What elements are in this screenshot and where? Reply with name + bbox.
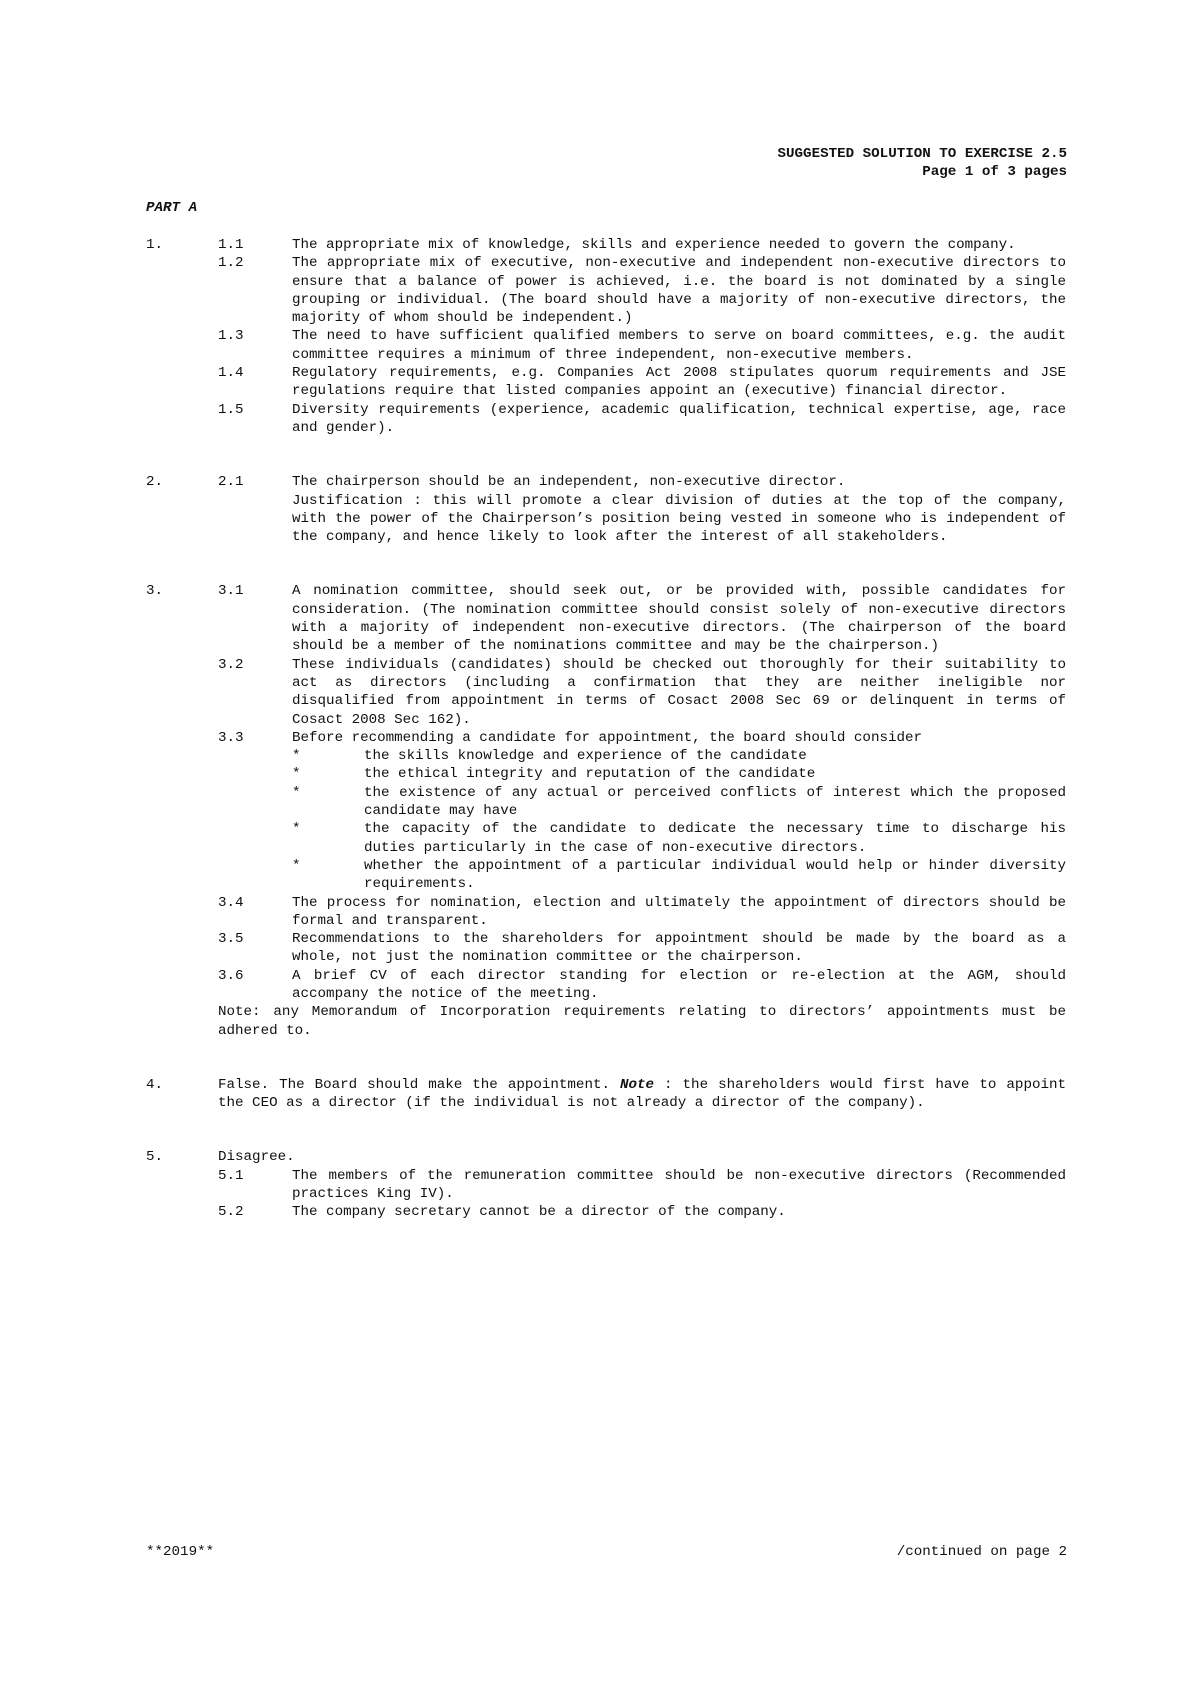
answer-item	[218, 656, 1066, 729]
bullet-text: whether the appointment of a particular individual would help or hinder diversity requirements.	[364, 857, 1066, 893]
item-text: A nomination committee, should seek out, or be provided with, possible candidates for consideration. (The nomination committee should consist solely of non-executive directors with a majority of independent non-executive directors. (The chairperson of the board should be a member of the nominations committee and may be the chairperson.)	[292, 583, 1066, 655]
item-number: 1.5	[218, 401, 244, 418]
bullet-star: *	[292, 857, 301, 874]
bullet-star: *	[292, 748, 301, 765]
item-text: The appropriate mix of executive, non-executive and independent non-executive directors to ensure that a balance of power is achieved, i.e. the board is not dominated by a single grouping or individual. (The board should have a majority of non-executive directors, the majority of whom should be independent.)	[292, 255, 1066, 327]
note-text: Note: any Memorandum of Incorporation requirements relating to directors’ appointments must be adhered to.	[218, 1004, 1066, 1039]
question-3	[146, 582, 1066, 1039]
question-5	[146, 1148, 1066, 1221]
answer-item	[218, 401, 1066, 438]
part-heading: PART A	[146, 200, 198, 216]
item-number: 5.1	[218, 1167, 244, 1184]
item-text: A brief CV of each director standing for election or re-election at the AGM, should accompany the notice of the meeting.	[292, 967, 1066, 1002]
question-1	[146, 236, 1066, 437]
item-text: The need to have sufficient qualified members to serve on board committees, e.g. the audit committee requires a minimum of three independent, non-executive members.	[292, 328, 1066, 363]
answer-item	[218, 327, 1066, 364]
item-text: Before recommending a candidate for appointment, the board should consider	[292, 729, 923, 746]
answer-text	[218, 1076, 1066, 1113]
item-text: The chairperson should be an independent, non-executive director.	[292, 474, 846, 491]
question-number: 1.	[146, 237, 164, 253]
answer-item	[218, 930, 1066, 967]
item-number: 5.2	[218, 1204, 244, 1221]
item-text: The appropriate mix of knowledge, skills and experience needed to govern the company.	[292, 237, 1016, 253]
list-item	[292, 784, 1066, 821]
question-4	[146, 1076, 1066, 1113]
item-number: 3.6	[218, 967, 244, 984]
question-number: 5.	[146, 1149, 164, 1166]
bullet-text: the capacity of the candidate to dedicate the necessary time to discharge his duties particularly in the case of non-executive directors.	[364, 821, 1066, 856]
item-number: 3.4	[218, 894, 244, 911]
document-body	[146, 236, 1066, 1222]
answer-item	[218, 1167, 1066, 1204]
answer-text-part: False. The Board should make the appointment.	[218, 1076, 620, 1093]
justification-text: Justification : this will promote a clear division of duties at the top of the company, with the power of the Chairperson’s position being vested in someone who is independent of the company, and hence likely to look after the interest of all stakeholders.	[292, 492, 1066, 546]
item-number: 1.1	[218, 237, 244, 253]
answer-text-part: : the shareholders would first have to appoint the CEO as a director (if the individual is not already a director of the company).	[218, 1076, 1067, 1112]
item-number: 3.2	[218, 656, 244, 673]
item-number: 3.1	[218, 583, 244, 600]
page-indicator: Page 1 of 3 pages	[922, 164, 1067, 181]
item-number: 1.2	[218, 255, 244, 272]
item-text: These individuals (candidates) should be checked out thoroughly for their suitability to act as directors (including a confirmation that they are neither ineligible nor disqualified from appointment in terms of Cosact 2008 Sec 69 or delinquent in terms of Cosact 2008 Sec 162).	[292, 656, 1066, 728]
answer-item	[218, 364, 1066, 401]
item-number: 3.5	[218, 931, 244, 948]
footer-continued: /continued on page 2	[896, 1544, 1067, 1560]
item-text: The members of the remuneration committee should be non-executive directors (Recommended practices King IV).	[292, 1167, 1066, 1203]
answer-item	[218, 729, 1066, 894]
bullet-star: *	[292, 784, 301, 801]
answer-item	[218, 894, 1066, 931]
answer-item	[218, 1203, 1066, 1221]
list-item	[292, 765, 1066, 783]
item-number: 1.4	[218, 365, 244, 382]
answer-item	[218, 473, 1066, 546]
note-label: Note	[619, 1076, 655, 1093]
answer-item	[218, 582, 1066, 655]
answer-item	[218, 254, 1066, 327]
list-item	[292, 820, 1066, 857]
bullet-text: the skills knowledge and experience of the candidate	[364, 748, 807, 765]
bullet-star: *	[292, 766, 301, 783]
item-text: Regulatory requirements, e.g. Companies Act 2008 stipulates quorum requirements and JSE regulations require that listed companies appoint an (executive) financial director.	[292, 365, 1066, 400]
item-number: 3.3	[218, 729, 244, 746]
answer-lead: Disagree.	[218, 1149, 295, 1166]
bullet-star: *	[292, 821, 301, 838]
bullet-text: the ethical integrity and reputation of the candidate	[364, 766, 816, 783]
item-number: 2.1	[218, 474, 244, 491]
list-item	[292, 857, 1066, 894]
document-title: SUGGESTED SOLUTION TO EXERCISE 2.5	[777, 146, 1067, 162]
list-item	[292, 747, 1066, 765]
answer-item	[218, 236, 1066, 254]
question-number: 4.	[146, 1076, 164, 1093]
item-text: Diversity requirements (experience, academic qualification, technical expertise, age, race and gender).	[292, 401, 1066, 436]
footer-year: **2019**	[146, 1544, 215, 1560]
item-text: Recommendations to the shareholders for appointment should be made by the board as a whole, not just the nomination committee or the chairperson.	[292, 931, 1066, 966]
question-number: 2.	[146, 474, 164, 491]
page-header	[778, 145, 1067, 182]
item-text: The process for nomination, election and ultimately the appointment of directors should be formal and transparent.	[292, 894, 1066, 929]
item-text: The company secretary cannot be a director of the company.	[292, 1204, 786, 1221]
bullet-text: the existence of any actual or perceived conflicts of interest which the proposed candidate may have	[364, 784, 1066, 820]
bullet-list	[292, 747, 1066, 893]
question-2	[146, 473, 1066, 546]
answer-item	[218, 967, 1066, 1004]
question-number: 3.	[146, 583, 164, 600]
item-number: 1.3	[218, 328, 244, 345]
